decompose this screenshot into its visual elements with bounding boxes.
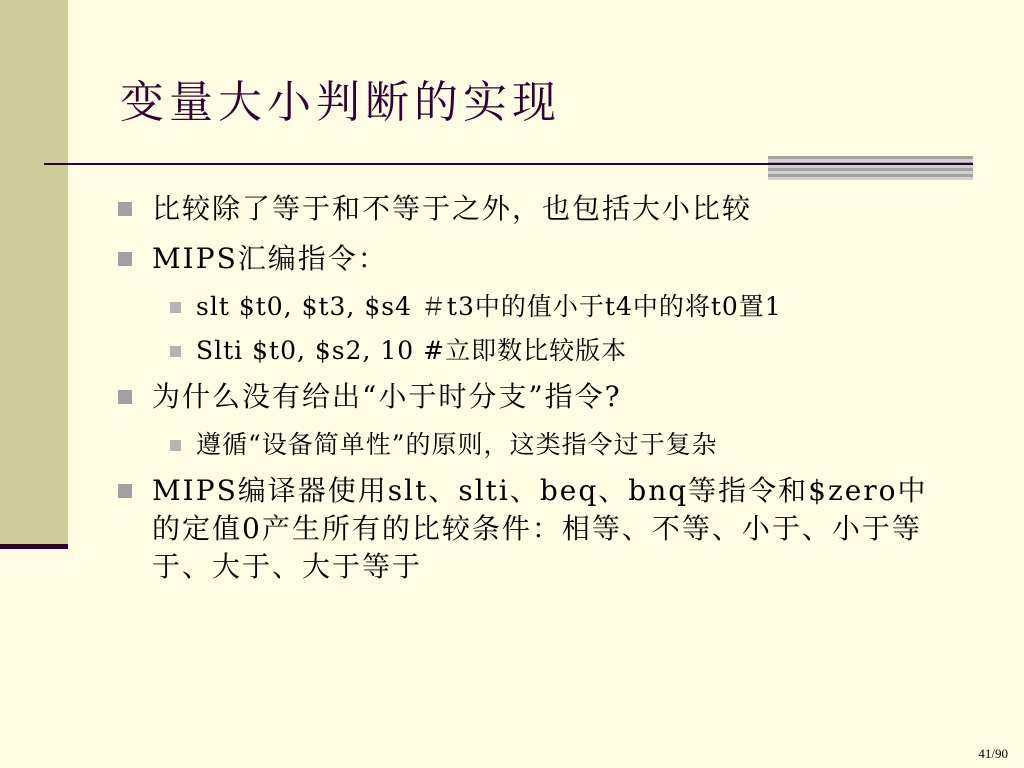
bullet-text: slt $t0, $t3, $s4 ＃t3中的值小于t4中的将t0置1 xyxy=(196,292,782,321)
left-band-underline xyxy=(0,544,68,549)
bullet-text: Slti $t0, $s2, 10 #立即数比较版本 xyxy=(196,336,628,365)
sub-bullet-slti xyxy=(168,334,956,368)
square-bullet-icon xyxy=(118,390,132,404)
left-decor-band xyxy=(0,0,68,548)
page-number: 41/90 xyxy=(978,746,1008,761)
bullet-compiler-usage xyxy=(116,472,956,586)
square-bullet-icon xyxy=(118,484,132,498)
bullet-mips-instructions xyxy=(116,240,956,278)
bullet-compare-scope xyxy=(116,190,956,228)
square-bullet-icon xyxy=(170,302,181,313)
bullet-text: 比较除了等于和不等于之外，也包括大小比较 xyxy=(152,192,753,225)
sub-bullet-simplicity xyxy=(168,428,956,462)
sub-bullet-slt xyxy=(168,290,956,324)
bullet-why-no-branch xyxy=(116,378,956,416)
title-rule xyxy=(44,163,973,165)
slide-body xyxy=(116,190,956,598)
bullet-text: MIPS编译器使用slt、slti、beq、bnq等指令和$zero中的定值0产生所有的比较条件：相等、不等、小于、小于等于、大于、大于等于 xyxy=(152,474,928,583)
slide-title: 变量大小判断的实现 xyxy=(120,77,561,128)
square-bullet-icon xyxy=(170,346,181,357)
bullet-text: 遵循“设备简单性”的原则，这类指令过于复杂 xyxy=(196,430,718,459)
bullet-text: 为什么没有给出“小于时分支”指令? xyxy=(152,380,622,413)
bullet-text: MIPS汇编指令： xyxy=(152,242,388,275)
square-bullet-icon xyxy=(170,440,181,451)
square-bullet-icon xyxy=(118,202,132,216)
square-bullet-icon xyxy=(118,252,132,266)
title-rule-accent xyxy=(768,156,973,180)
